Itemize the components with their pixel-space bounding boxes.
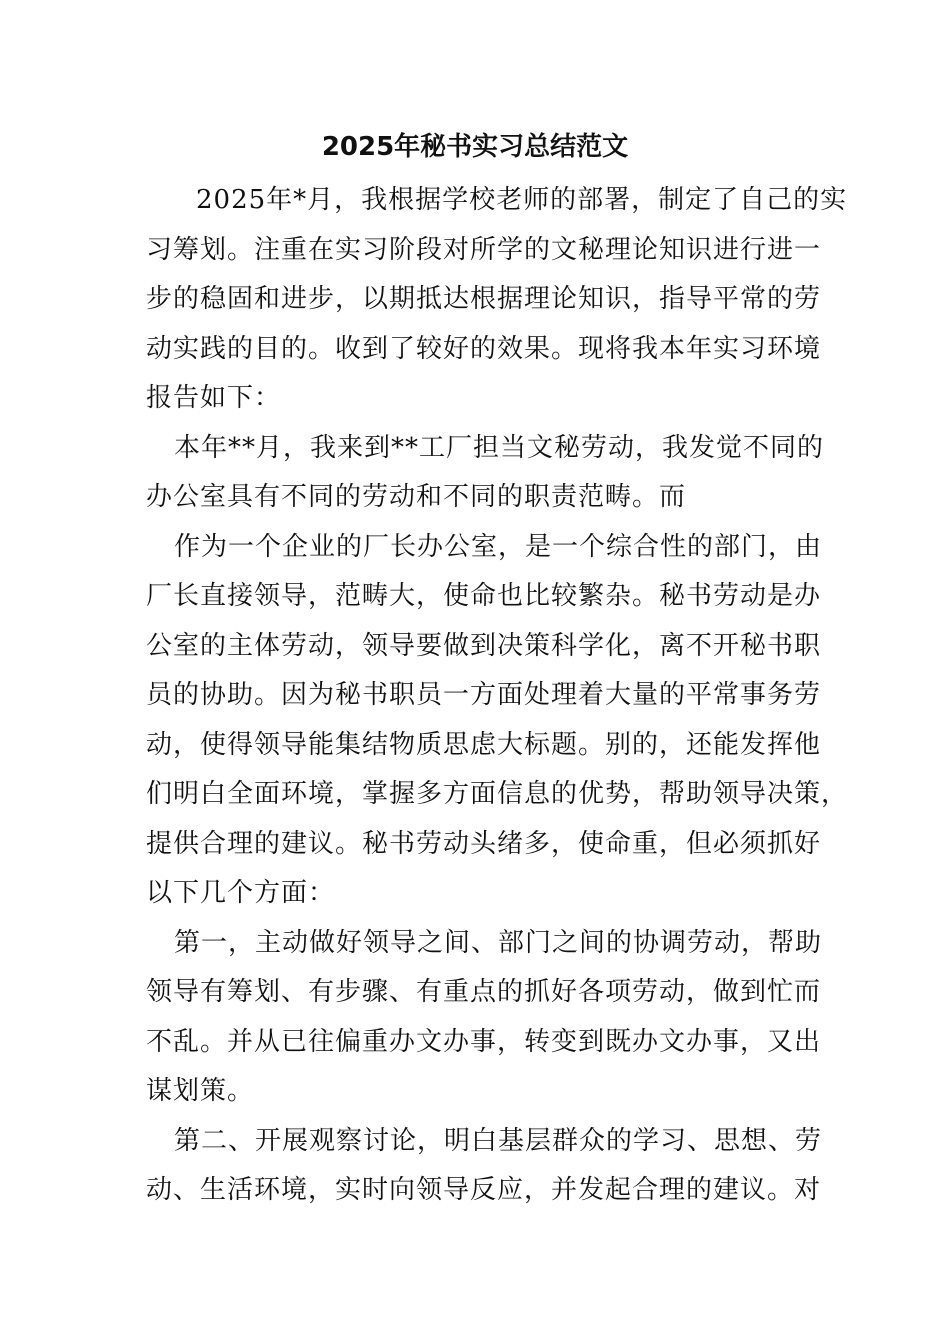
text-line: 习筹划。注重在实习阶段对所学的文秘理论知识进行进一 xyxy=(146,234,822,265)
text-line: 本年**月，我来到**工厂担当文秘劳动，我发觉不同的 xyxy=(174,432,825,463)
document-body xyxy=(146,178,849,1218)
text-line: 领导有筹划、有步骤、有重点的抓好各项劳动，做到忙而 xyxy=(146,977,822,1007)
text-line: 第一，主动做好领导之间、部门之间的协调劳动，帮助 xyxy=(174,927,823,958)
text-line: 谋划策。 xyxy=(146,1076,255,1106)
text-line: 们明白全面环境，掌握多方面信息的优势，帮助领导决策， xyxy=(146,779,849,809)
text-line: 员的协助。因为秘书职员一方面处理着大量的平常事务劳 xyxy=(146,680,822,710)
text-line: 不乱。并从已往偏重办文办事，转变到既办文办事，又出 xyxy=(146,1026,822,1057)
text-line: 报告如下： xyxy=(146,383,282,413)
text-line: 公室的主体劳动，领导要做到决策科学化，离不开秘书职 xyxy=(146,630,822,661)
text-line: 办公室具有不同的劳动和不同的职责范畴。而 xyxy=(146,482,687,512)
text-line: 动、生活环境，实时向领导反应，并发起合理的建议。对 xyxy=(146,1175,822,1205)
text-line: 厂长直接领导，范畴大，使命也比较繁杂。秘书劳动是办 xyxy=(146,581,822,611)
text-line: 2025年*月，我根据学校老师的部署，制定了自己的实 xyxy=(196,185,848,215)
text-line: 动，使得领导能集结物质思虑大标题。别的，还能发挥他 xyxy=(146,729,822,760)
text-line: 作为一个企业的厂长办公室，是一个综合性的部门，由 xyxy=(174,531,823,562)
document-title: 2025年秘书实习总结范文 xyxy=(321,132,629,162)
text-line: 第二、开展观察讨论，明白基层群众的学习、思想、劳 xyxy=(174,1125,823,1156)
text-line: 以下几个方面： xyxy=(146,878,336,908)
text-line: 步的稳固和进步，以期抵达根据理论知识，指导平常的劳 xyxy=(146,284,822,314)
text-line: 动实践的目的。收到了较好的效果。现将我本年实习环境 xyxy=(146,333,822,364)
text-line: 提供合理的建议。秘书劳动头绪多，使命重，但必须抓好 xyxy=(146,828,822,859)
